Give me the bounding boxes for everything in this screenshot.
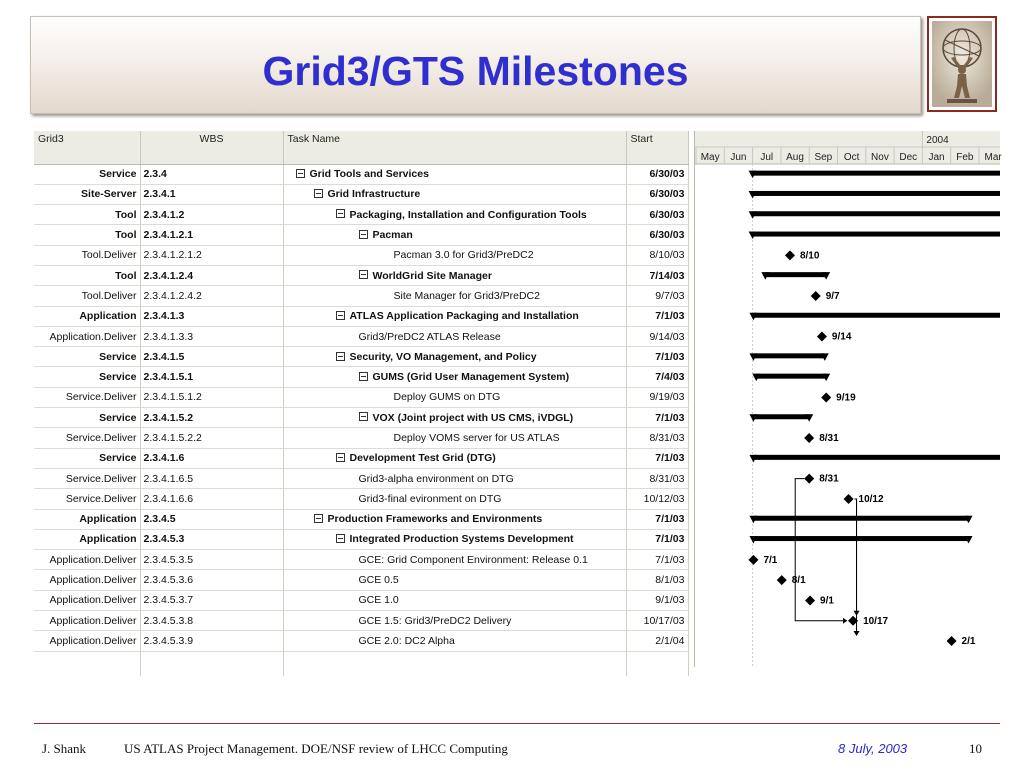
cell-wbs: 2.3.4.1.2.4.2 [140,286,283,306]
cell-grid3: Application [34,306,140,326]
cell-grid3: Site-Server [34,184,140,204]
month-label-jun: Jun [730,152,747,163]
cell-wbs: 2.3.4.1 [140,184,283,204]
cell-task-name [283,611,626,631]
slide-title: Grid3/GTS Milestones [262,48,689,94]
dependency-arrowhead [854,631,860,636]
cell-start: 8/31/03 [626,468,688,488]
collapse-toggle-icon[interactable] [336,209,345,218]
collapse-toggle-icon[interactable] [336,311,345,320]
milestone-label: 9/7 [825,290,840,302]
collapse-toggle-icon[interactable] [336,534,345,543]
cell-task-name [283,387,626,407]
task-name-text: Pacman 3.0 for Grid3/PreDC2 [393,249,534,262]
milestone-label: 10/12 [858,493,884,505]
task-name-text: Pacman [372,229,413,242]
summary-bar [753,455,1000,460]
footer-event: US ATLAS Project Management. DOE/NSF review of LHCC Computing [124,741,508,756]
cell-grid3: Application.Deliver [34,570,140,590]
cell-wbs: 2.3.4.1.5.1 [140,367,283,387]
cell-task-name [283,367,626,387]
cell-start: 9/1/03 [626,590,688,610]
cell-grid3: Tool.Deliver [34,286,140,306]
milestone-label: 10/17 [863,615,889,627]
month-label-sep: Sep [814,152,833,163]
title-banner [30,16,921,114]
milestone-diamond [947,636,957,646]
cell-grid3: Tool [34,205,140,225]
month-label-oct: Oct [843,152,860,163]
cell-grid3: Service [34,408,140,428]
footer-page-number: 10 [969,741,982,756]
cell-task-name [283,306,626,326]
col-header-start[interactable]: Start [626,131,688,164]
task-row[interactable] [34,164,688,184]
col-header-grid3[interactable]: Grid3 [34,131,140,164]
footer-date: 8 July, 2003 [838,741,908,756]
milestone-label: 2/1 [961,636,976,648]
task-row[interactable] [34,468,688,488]
cell-wbs: 2.3.4.5.3.5 [140,550,283,570]
cell-task-name [283,265,626,285]
cell-grid3: Application.Deliver [34,326,140,346]
cell-grid3: Application.Deliver [34,550,140,570]
task-name-text: Security, VO Management, and Policy [349,350,537,363]
collapse-toggle-icon[interactable] [336,453,345,462]
footer-divider [34,723,1000,724]
cell-wbs: 2.3.4.1.6 [140,448,283,468]
task-name-text: WorldGrid Site Manager [372,269,492,282]
cell-start: 6/30/03 [626,184,688,204]
cell-task-name [283,489,626,509]
cell-start: 9/14/03 [626,326,688,346]
task-table [34,131,689,676]
cell-wbs: 2.3.4.1.6.5 [140,468,283,488]
col-header-task-name[interactable]: Task Name [283,131,626,164]
task-name-text: Grid Infrastructure [327,188,421,201]
atlas-figure-icon [929,18,995,110]
summary-bar [753,171,1000,176]
cell-wbs: 2.3.4.1.5 [140,347,283,367]
collapse-toggle-icon[interactable] [314,514,323,523]
cell-grid3: Service [34,347,140,367]
summary-bar [756,374,826,379]
task-row[interactable] [34,367,688,387]
cell-grid3: Service [34,448,140,468]
cell-grid3: Application [34,529,140,549]
task-row[interactable] [34,326,688,346]
milestone-diamond [804,433,814,443]
task-row[interactable] [34,529,688,549]
cell-wbs: 2.3.4.1.5.2 [140,408,283,428]
month-label-aug: Aug [786,152,804,163]
cell-start: 10/17/03 [626,611,688,631]
cell-task-name [283,286,626,306]
task-name-text: VOX (Joint project with US CMS, iVDGL) [372,411,574,424]
milestone-diamond [844,494,854,504]
gantt-chart [694,131,1000,667]
cell-start: 6/30/03 [626,225,688,245]
cell-grid3: Service.Deliver [34,489,140,509]
cell-start: 9/19/03 [626,387,688,407]
cell-grid3: Service [34,367,140,387]
milestone-diamond [804,474,814,484]
milestone-diamond [817,332,827,342]
empty-row [34,651,688,676]
cell-task-name [283,428,626,448]
milestone-diamond [748,555,758,565]
task-name-text: Grid3-alpha environment on DTG [358,472,514,485]
task-name-text: GCE 2.0: DC2 Alpha [358,634,455,647]
task-row[interactable] [34,570,688,590]
cell-wbs: 2.3.4.5.3.7 [140,590,283,610]
cell-wbs: 2.3.4.5.3.9 [140,631,283,651]
cell-start: 6/30/03 [626,205,688,225]
cell-wbs: 2.3.4.5.3.8 [140,611,283,631]
summary-bar [753,232,1000,237]
task-name-text: Deploy VOMS server for US ATLAS [393,432,560,444]
milestone-label: 9/1 [820,595,834,607]
cell-start: 7/1/03 [626,347,688,367]
milestone-diamond [785,250,795,260]
cell-task-name [283,225,626,245]
milestone-diamond [811,291,821,301]
cell-task-name [283,468,626,488]
atlas-logo [927,16,997,112]
task-row[interactable] [34,306,688,326]
milestone-diamond [805,595,815,605]
summary-bar [753,536,968,541]
task-row[interactable] [34,509,688,529]
month-label-jul: Jul [760,152,774,163]
cell-wbs: 2.3.4.5.3.6 [140,570,283,590]
cell-task-name [283,529,626,549]
milestone-label: 8/31 [819,433,839,445]
cell-task-name [283,164,626,184]
cell-task-name [283,184,626,204]
milestone-label: 9/14 [831,331,852,343]
milestone-diamond [821,392,831,402]
task-name-text: GCE 0.5 [358,574,399,587]
task-name-text: Deploy GUMS on DTG [393,391,501,404]
cell-start: 8/1/03 [626,570,688,590]
task-row[interactable] [34,265,688,285]
month-label-nov: Nov [871,152,889,163]
dependency-arrowhead [843,618,847,624]
summary-bar [753,313,1000,318]
cell-wbs: 2.3.4.1.3.3 [140,326,283,346]
cell-wbs: 2.3.4.5 [140,509,283,529]
collapse-toggle-icon[interactable] [359,270,368,279]
footer-author: J. Shank [42,741,87,756]
cell-grid3: Service.Deliver [34,468,140,488]
cell-start: 7/1/03 [626,408,688,428]
cell-wbs: 2.3.4.1.2.4 [140,265,283,285]
task-row[interactable] [34,184,688,204]
summary-bar [753,516,968,521]
cell-task-name [283,590,626,610]
task-name-text: Grid3-final evironment on DTG [358,492,502,505]
task-name-text: Site Manager for Grid3/PreDC2 [393,289,540,302]
cell-start: 9/7/03 [626,286,688,306]
cell-grid3: Application.Deliver [34,590,140,610]
collapse-toggle-icon[interactable] [336,352,345,361]
task-row[interactable] [34,428,688,448]
summary-bar [753,353,824,358]
summary-bar [753,191,1000,196]
task-row[interactable] [34,245,688,265]
cell-wbs: 2.3.4.1.5.2.2 [140,428,283,448]
task-name-text: Grid Tools and Services [309,168,429,181]
gantt-sheet [34,131,1000,667]
task-name-text: GCE 1.0 [358,594,399,607]
task-row[interactable] [34,347,688,367]
month-label-jan: Jan [928,152,945,163]
cell-task-name [283,550,626,570]
cell-wbs: 2.3.4 [140,164,283,184]
cell-task-name [283,326,626,346]
cell-start: 7/1/03 [626,306,688,326]
cell-task-name [283,570,626,590]
cell-wbs: 2.3.4.1.2.1.2 [140,245,283,265]
cell-start: 7/4/03 [626,367,688,387]
task-name-text: Packaging, Installation and Configuration Tools [349,208,587,221]
cell-task-name [283,347,626,367]
month-label-dec: Dec [899,152,918,163]
cell-grid3: Application [34,509,140,529]
task-name-text: Development Test Grid (DTG) [349,452,496,465]
cell-wbs: 2.3.4.1.6.6 [140,489,283,509]
task-row[interactable] [34,225,688,245]
cell-start: 7/1/03 [626,448,688,468]
cell-wbs: 2.3.4.5.3 [140,529,283,549]
task-name-text: Production Frameworks and Environments [327,513,543,526]
cell-grid3: Tool [34,265,140,285]
cell-start: 7/1/03 [626,529,688,549]
task-row[interactable] [34,448,688,468]
summary-bar [753,414,809,419]
col-header-wbs[interactable]: WBS [140,131,283,164]
cell-task-name [283,631,626,651]
task-row[interactable] [34,489,688,509]
task-row[interactable] [34,408,688,428]
cell-grid3: Tool [34,225,140,245]
month-label-mar: Mar [984,152,1002,163]
task-name-text: Grid3/PreDC2 ATLAS Release [358,330,501,343]
cell-start: 6/30/03 [626,164,688,184]
cell-grid3: Service.Deliver [34,387,140,407]
milestone-diamond [777,575,787,585]
cell-start: 8/31/03 [626,428,688,448]
cell-grid3: Tool.Deliver [34,245,140,265]
task-row[interactable] [34,631,688,651]
cell-grid3: Application.Deliver [34,611,140,631]
collapse-toggle-icon[interactable] [296,169,305,178]
task-row[interactable] [34,286,688,306]
table-header-row [34,131,688,164]
cell-grid3: Service.Deliver [34,428,140,448]
milestone-label: 8/31 [819,473,839,485]
task-name-text: GCE: Grid Component Environment: Release 0.1 [358,553,588,566]
collapse-toggle-icon[interactable] [359,230,368,239]
year-label: 2004 [926,135,949,146]
cell-start: 7/1/03 [626,509,688,529]
task-name-text: GUMS (Grid User Management System) [372,371,570,384]
collapse-toggle-icon[interactable] [314,189,323,198]
month-label-feb: Feb [956,152,974,163]
month-label-may: May [700,152,720,163]
cell-task-name [283,205,626,225]
task-row[interactable] [34,205,688,225]
task-row[interactable] [34,387,688,407]
milestone-label: 8/1 [791,575,806,587]
task-name-text: ATLAS Application Packaging and Installation [349,310,579,323]
summary-bar [753,211,1000,216]
milestone-label: 7/1 [763,554,778,566]
milestone-label: 8/10 [799,250,820,262]
task-row[interactable] [34,590,688,610]
collapse-toggle-icon[interactable] [359,412,368,421]
cell-start: 2/1/04 [626,631,688,651]
cell-grid3: Service [34,164,140,184]
task-name-text: GCE 1.5: Grid3/PreDC2 Delivery [358,614,512,627]
cell-start: 7/1/03 [626,550,688,570]
task-row[interactable] [34,550,688,570]
cell-task-name [283,509,626,529]
cell-start: 7/14/03 [626,265,688,285]
collapse-toggle-icon[interactable] [359,372,368,381]
task-row[interactable] [34,611,688,631]
cell-task-name [283,245,626,265]
cell-start: 10/12/03 [626,489,688,509]
cell-wbs: 2.3.4.1.2 [140,205,283,225]
cell-task-name [283,448,626,468]
cell-wbs: 2.3.4.1.3 [140,306,283,326]
cell-grid3: Application.Deliver [34,631,140,651]
cell-wbs: 2.3.4.1.2.1 [140,225,283,245]
summary-bar [765,272,826,277]
cell-start: 8/10/03 [626,245,688,265]
task-name-text: Integrated Production Systems Development [349,533,574,546]
cell-task-name [283,408,626,428]
milestone-label: 9/19 [836,392,856,404]
cell-wbs: 2.3.4.1.5.1.2 [140,387,283,407]
